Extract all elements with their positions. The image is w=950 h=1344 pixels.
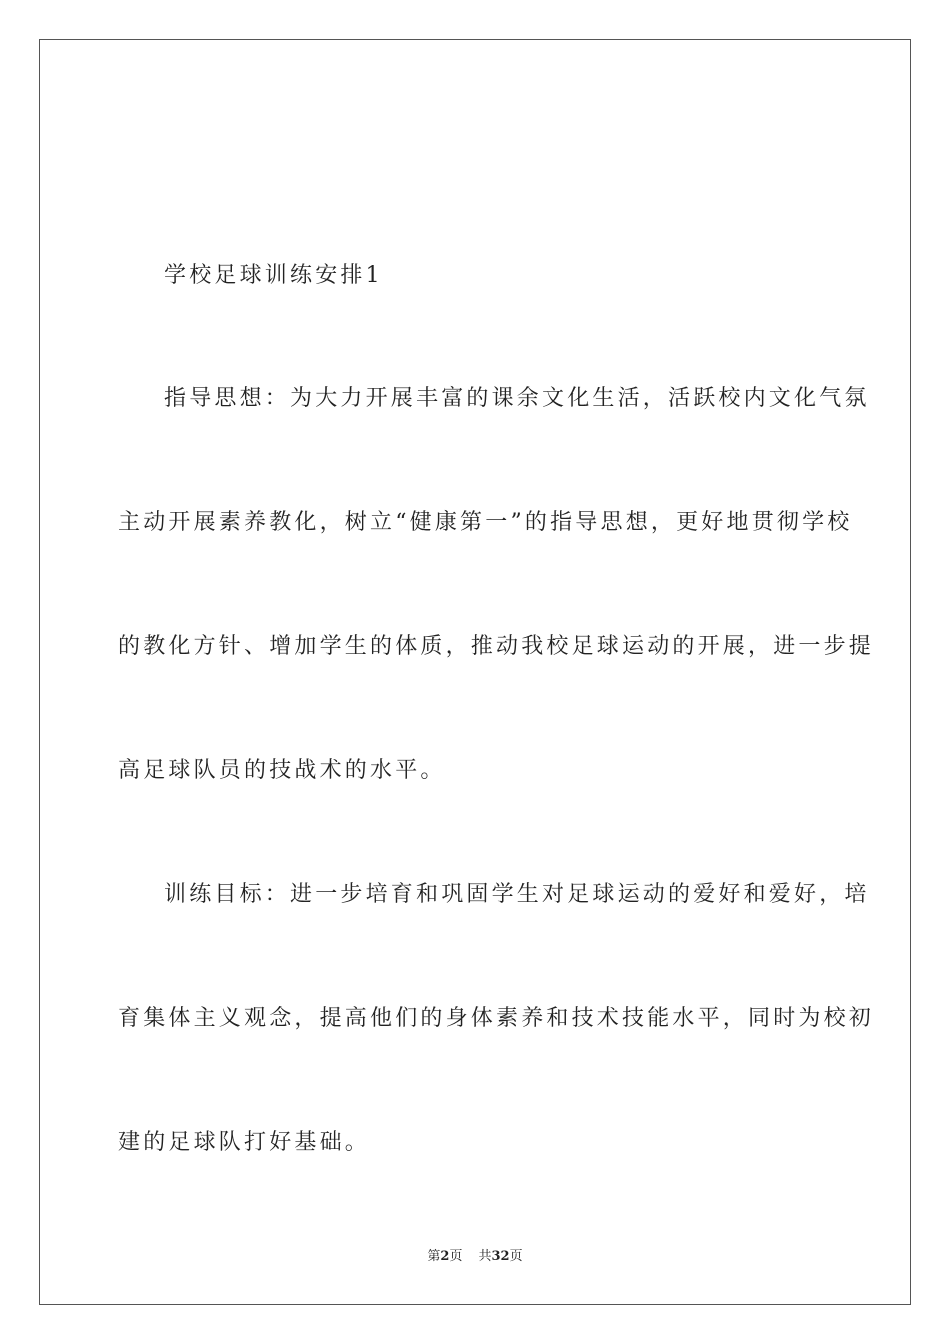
footer-total-suffix: 页 <box>509 1249 523 1264</box>
document-title: 学校足球训练安排1 <box>164 263 383 288</box>
paragraph2-line1: 训练目标：进一步培育和巩固学生对足球运动的爱好和爱好，培 <box>164 882 870 907</box>
paragraph1-line1: 指导思想：为大力开展丰富的课余文化生活，活跃校内文化气氛 <box>164 386 870 411</box>
paragraph1-line3: 的教化方针、增加学生的体质，推动我校足球运动的开展，进一步提 <box>118 634 875 659</box>
footer-page-prefix: 第 <box>427 1249 441 1264</box>
footer-page-number: 2 <box>440 1249 450 1264</box>
footer-total-pages: 32 <box>491 1249 510 1264</box>
paragraph2-line3: 建的足球队打好基础。 <box>118 1130 371 1155</box>
paragraph1-line2: 主动开展素养教化，树立“健康第一”的指导思想，更好地贯彻学校 <box>118 510 853 535</box>
page-frame <box>39 39 911 1305</box>
page-footer <box>0 1248 950 1266</box>
paragraph1-line4: 高足球队员的技战术的水平。 <box>118 758 446 783</box>
paragraph2-line2: 育集体主义观念，提高他们的身体素养和技术技能水平，同时为校初 <box>118 1006 875 1031</box>
footer-total-prefix: 共 <box>478 1249 492 1264</box>
footer-page-suffix: 页 <box>449 1249 463 1264</box>
